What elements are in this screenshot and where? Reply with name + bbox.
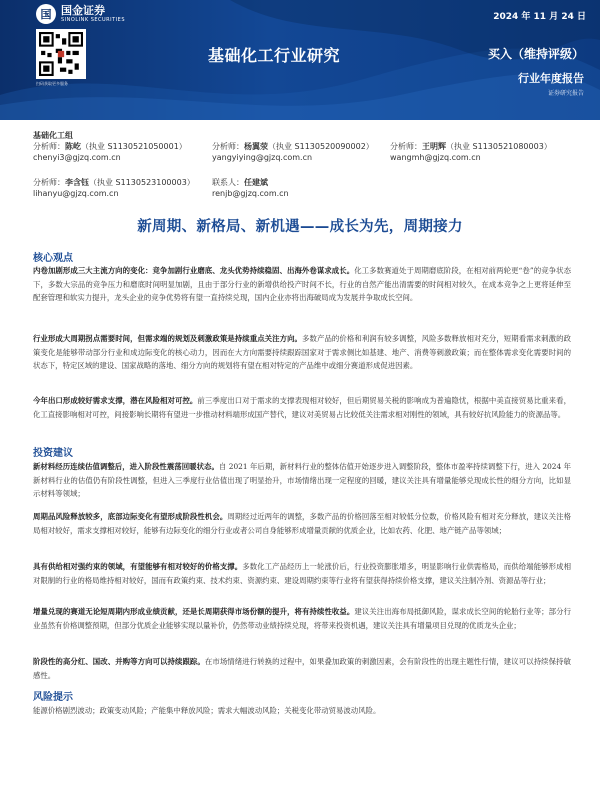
- contact-title: 联系人：: [212, 178, 244, 187]
- analyst-title: 分析师：: [33, 142, 65, 151]
- core-paragraph: [33, 264, 571, 305]
- contact-card: [212, 177, 289, 199]
- core-paragraph-lead: 内卷加剧形成三大主流方向的变化：竞争加剧行业磨底、龙头优势持续稳固、出海外卷谋求成长。: [33, 266, 355, 275]
- contact-email[interactable]: renjb@gjzq.com.cn: [212, 189, 289, 198]
- invest-paragraph: [33, 605, 571, 632]
- report-date: 2024 年 11 月 24 日: [493, 12, 586, 22]
- report-header: [0, 0, 600, 120]
- main-title: 新周期、新格局、新机遇——成长为先，周期接力: [137, 219, 463, 235]
- report-category: 证券研究报告: [547, 90, 584, 97]
- analyst-name: 陈屹: [65, 142, 81, 151]
- analyst-name: 杨翼荥: [244, 142, 268, 151]
- invest-paragraph: [33, 460, 571, 501]
- analyst-card: [390, 141, 552, 163]
- qr-code-icon: [39, 32, 83, 76]
- analyst-email[interactable]: wangmh@gjzq.com.cn: [390, 153, 481, 162]
- invest-paragraph-lead: 新材料经历连续估值调整后，进入阶段性震荡回暖状态。: [33, 462, 219, 471]
- risk-paragraph: 能源价格剧烈波动；政策变动风险；产能集中释放风险；需求大幅波动风险；关税变化带动贸易波动风险。: [33, 706, 381, 715]
- analyst-name: 李含钰: [65, 178, 89, 187]
- section-title-risk: 风险提示: [33, 692, 73, 703]
- analyst-title: 分析师：: [212, 142, 244, 151]
- invest-paragraph-lead: 增量兑现的赛道无论短周期内形成业绩贡献，还是长周期获得市场份额的提升，将有持续性收益。: [33, 607, 355, 616]
- analyst-email[interactable]: lihanyu@gjzq.com.cn: [33, 189, 119, 198]
- section-title-core: 核心观点: [33, 253, 73, 264]
- team-label: 基础化工组: [33, 131, 73, 140]
- core-paragraph-body: 化工多数赛道处于周期磨底阶段，在相对前两轮更“卷”的竞争状态下，多数大宗品的竞争压力和磨底时间明显加剧，且由于部分行业的新增供给投产时间不长，行业的自然产能出清需要的时间相对较久，在成本竞争之上更将延伸至配套管理和软实力提升，龙头企业的竞争优势将有望一直持续兑现，国内企业亦将出海破局成为发展并争取成长空间。: [33, 266, 571, 302]
- company-logo: [36, 4, 125, 24]
- invest-paragraph-body: 建议关注出海布局抵御风险，谋求成长空间的轮胎行业等；部分行业虽然有价格调整预期，但部分优质企业能够实现以量补价，仍然带动业绩持续兑现，将带来投资机遇，建议关注具有增量项目兑现的优质龙头企业；: [33, 607, 571, 630]
- analyst-name: 王明辉: [422, 142, 446, 151]
- analyst-title: 分析师：: [390, 142, 422, 151]
- invest-paragraph-body: 自 2021 年后期，新材料行业的整体估值开始逐步进入调整阶段，整体市盈率持续调整下行，进入 2024 年新材料行业的估值仍有阶段性调整，但进入三季度行业估值出现了明显抬升，市场情绪出现一定程度的回暖，建议关注具有增量能够兑现成长性的细分方向，比如显示材料等领域；: [33, 462, 571, 498]
- core-paragraph-lead: 今年出口形成较好需求支撑，潜在风险相对可控。: [33, 396, 198, 405]
- core-paragraph: [33, 394, 571, 421]
- analyst-cert: （执业 S1130520090002）: [268, 142, 374, 151]
- report-title: 基础化工行业研究: [208, 46, 341, 65]
- invest-paragraph-body: 周期经过近两年的调整，多数产品的价格回落至相对较低分位数，价格风险有相对充分释放，建议关注格局相对较好，需求支撑相对较好，能够有边际变化的细分行业或者公司自身能够形成增量贡献的优质企业，比如农药、化肥、地产链产品等领域；: [33, 512, 571, 535]
- qr-code[interactable]: [36, 29, 86, 79]
- logo-name-cn: 国金证券: [61, 3, 105, 17]
- core-paragraph: [33, 332, 571, 373]
- invest-paragraph-lead: 阶段性的高分红、国改、并购等方向可以持续跟踪。: [33, 657, 205, 666]
- analyst-email[interactable]: yangyiying@gjzq.com.cn: [212, 153, 313, 162]
- invest-paragraph-lead: 具有供给相对强约束的领域，有望能够有相对较好的价格支撑。: [33, 562, 243, 571]
- analyst-card: [33, 177, 195, 199]
- analyst-card: [33, 141, 187, 163]
- contact-name: 任建斌: [244, 178, 268, 187]
- analyst-title: 分析师：: [33, 178, 65, 187]
- analyst-cert: （执业 S1130521050001）: [81, 142, 187, 151]
- invest-paragraph-body: 在市场情绪进行转换的过程中，如果叠加政策的刺激因素，会有阶段性的出现主题性行情，建议可以持续保持敏感性。: [33, 657, 571, 680]
- logo-icon: 国: [36, 4, 56, 24]
- invest-paragraph-lead: 周期品风险释放较多，底部边际变化有望形成阶段性机会。: [33, 512, 228, 521]
- invest-paragraph-body: 多数化工产品经历上一轮涨价后，行业投资膨胀增多，明显影响行业供需格局，而供给端能够形成相对限制的行业的格局维持相对较好，国而有政策约束、技术约束、资源约束、建设周期约束等行业将有望获得持续价格支撑，建议关注制冷剂、资源品等行业；: [33, 562, 571, 585]
- section-title-invest: 投资建议: [33, 448, 73, 459]
- qr-caption: 扫码获取更多服务: [36, 81, 68, 86]
- logo-name-en: SINOLINK SECURITIES: [61, 16, 125, 23]
- report-type: 行业年度报告: [518, 72, 584, 85]
- core-paragraph-body: 前三季度出口对于需求的支撑表现相对较好，但后期贸易关税的影响成为普遍隐忧，根据中美直接贸易比重来看，化工直接影响相对可控，间接影响长期将有望进一步推动材料端形成国产替代，建议对美贸易占比较低关注需求相对刚性的领域，具有较好抗风险能力的资源品等。: [33, 396, 571, 419]
- analyst-card: [212, 141, 374, 163]
- invest-paragraph: [33, 655, 571, 682]
- invest-paragraph: [33, 510, 571, 537]
- core-paragraph-lead: 行业形成大周期拐点需要时间，但需求端的规划及刺激政策是持续重点关注方向。: [33, 334, 303, 343]
- analyst-cert: （执业 S1130523100003）: [89, 178, 195, 187]
- analyst-email[interactable]: chenyi3@gjzq.com.cn: [33, 153, 121, 162]
- core-paragraph-body: 多数产品的价格和利润有较多调整，风险多数释放相对充分，短期看需求刺激的政策变化是能够带动部分行业和成边际变化的核心动力，因而在大方向需要持续跟踪国家对于需求侧比如基建、地产、消费等刺激政策；而在整体需求变化需要时间的状态下，特定区域的建设、国家战略的落地、细分方向的规划将有望在相对特定的产品维中或细分赛道形成促进因素。: [33, 334, 571, 370]
- invest-paragraph: [33, 560, 571, 587]
- rating-label: 买入（维持评级）: [487, 47, 584, 61]
- analyst-cert: （执业 S1130521080003）: [446, 142, 552, 151]
